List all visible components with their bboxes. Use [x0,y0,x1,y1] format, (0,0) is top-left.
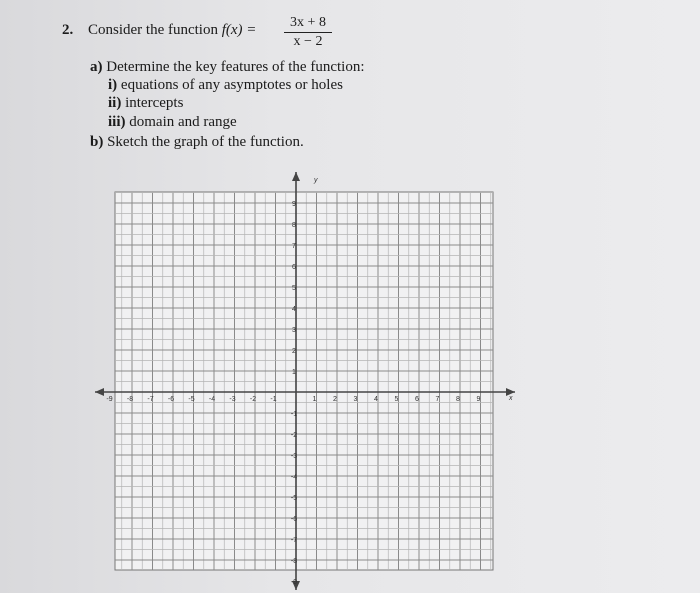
x-tick-label: -5 [188,396,195,403]
x-tick-label: -8 [126,396,134,403]
y-tick-label: 3 [292,327,296,334]
x-axis-label: x [509,395,513,402]
x-tick-label: -1 [270,396,277,403]
question-stem: Consider the function f(x) = [88,22,257,38]
part-b: b) Sketch the graph of the function. [90,134,304,150]
y-tick-label: -2 [290,432,298,439]
y-tick-label: -5 [290,495,298,502]
y-tick-label: -9 [290,579,298,586]
x-axis-arrow-left [95,388,104,396]
x-tick-label: 8 [456,396,460,403]
denominator: x − 2 [293,34,323,49]
x-tick-label: -4 [208,396,216,403]
x-tick-label: -6 [167,396,175,403]
subpart-ii: ii) intercepts [108,95,184,111]
y-tick-label: -4 [290,474,298,481]
question-number: 2. [62,22,74,38]
y-tick-label: -3 [290,453,298,460]
x-tick-label: 2 [333,396,337,403]
y-tick-label: 2 [292,348,296,355]
y-tick-label: -7 [290,537,298,544]
x-tick-label: 6 [415,396,419,403]
y-tick-label: 9 [292,201,296,208]
x-tick-label: -2 [249,396,257,403]
y-tick-label: 5 [292,285,296,292]
y-tick-label: 8 [292,222,296,229]
x-tick-label: -3 [229,396,236,403]
subpart-iii: iii) domain and range [108,114,237,130]
x-tick-label: -9 [106,396,113,403]
x-tick-label: 1 [312,396,317,403]
grid-background [115,192,493,570]
y-axis-arrow-up [292,172,300,181]
y-tick-label: 6 [292,264,296,271]
x-tick-label: 5 [394,396,399,403]
y-tick-label: -1 [290,411,298,418]
y-tick-label: 1 [292,369,296,376]
x-tick-label: 4 [374,396,378,403]
x-tick-label: -7 [147,396,154,403]
y-tick-label: 4 [292,306,296,313]
numerator: 3x + 8 [284,15,332,33]
x-tick-label: 9 [476,396,481,403]
x-tick-label: 7 [435,396,440,403]
function-name: f(x) = [221,22,257,38]
subpart-i: i) equations of any asymptotes or holes [108,77,343,93]
y-tick-label: -6 [290,516,298,523]
part-a: a) Determine the key features of the function: [90,59,365,75]
y-tick-label: -8 [290,558,298,565]
x-tick-label: 3 [353,396,358,403]
y-axis-label: y [314,177,318,184]
y-tick-label: 7 [292,243,296,250]
